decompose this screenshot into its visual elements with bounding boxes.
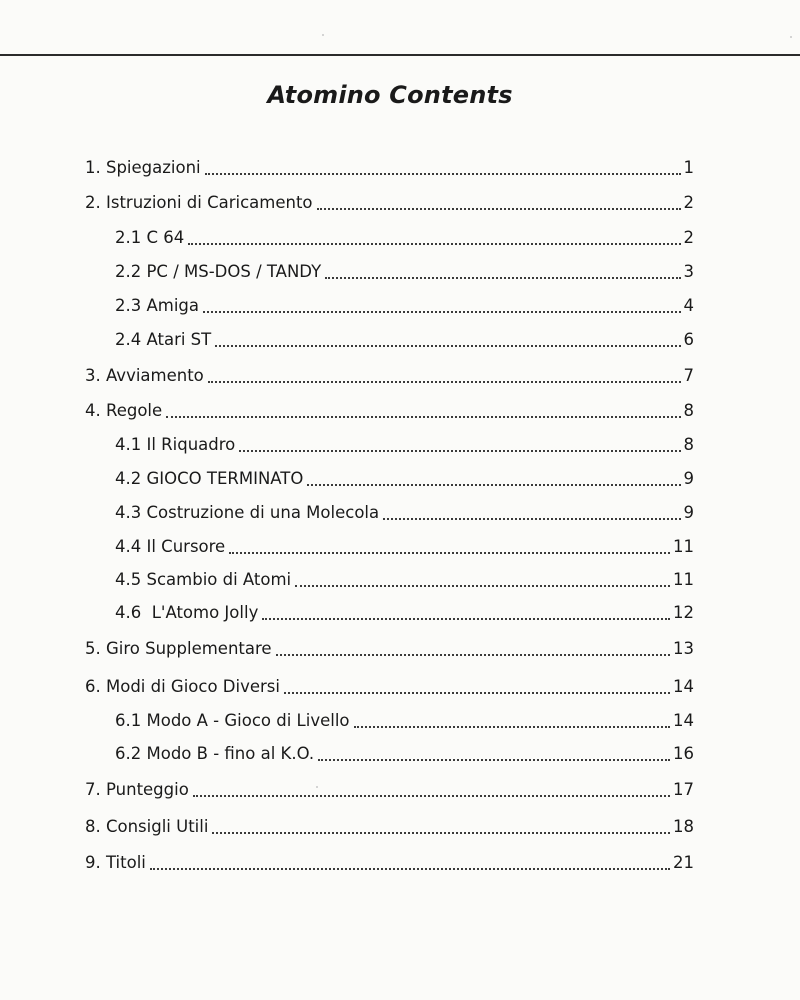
- toc-entry-page: 14: [673, 677, 694, 696]
- toc-entry-4[interactable]: [85, 396, 694, 426]
- toc-entry-page: 9: [683, 503, 694, 522]
- dot-leader: [229, 532, 672, 562]
- toc-entry-4-3[interactable]: [115, 498, 694, 528]
- toc-entry-3[interactable]: [85, 361, 694, 391]
- toc-entry-page: 3: [683, 262, 694, 281]
- toc-entry-page: 13: [673, 639, 694, 658]
- paper-speck: [322, 34, 324, 36]
- toc-entry-label: 4.1 Il Riquadro: [115, 435, 236, 454]
- toc-entry-label: 2.2 PC / MS-DOS / TANDY: [115, 262, 322, 281]
- dot-leader: [239, 430, 682, 460]
- toc-entry-4-5[interactable]: [115, 565, 694, 595]
- toc-entry-label: 7. Punteggio: [85, 780, 189, 799]
- toc-entry-label: 2.1 C 64: [115, 228, 185, 247]
- toc-entry-page: 21: [673, 853, 694, 872]
- toc-entry-6-1[interactable]: [115, 706, 694, 736]
- dot-leader: [325, 257, 682, 287]
- toc-entry-page: 18: [673, 817, 694, 836]
- dot-leader: [383, 498, 682, 528]
- toc-entry-page: 1: [683, 158, 694, 177]
- toc-entry-label: 4.3 Costruzione di una Molecola: [115, 503, 380, 522]
- dot-leader: [205, 153, 683, 183]
- toc-entry-page: 6: [683, 330, 694, 349]
- toc-entry-label: 4.5 Scambio di Atomi: [115, 570, 292, 589]
- toc-entry-2-4[interactable]: [115, 325, 694, 355]
- dot-leader: [262, 598, 672, 628]
- toc-entry-label: 4. Regole: [85, 401, 163, 420]
- toc-entry-5[interactable]: [85, 634, 694, 664]
- toc-entry-6[interactable]: [85, 672, 694, 702]
- paper-speck: [790, 36, 792, 38]
- header-rule: [0, 54, 800, 56]
- dot-leader: [150, 848, 672, 878]
- toc-entry-4-1[interactable]: [115, 430, 694, 460]
- toc-entry-label: 6.2 Modo B - fino al K.O.: [115, 744, 315, 763]
- toc-entry-page: 9: [683, 469, 694, 488]
- toc-entry-label: 8. Consigli Utili: [85, 817, 209, 836]
- dot-leader: [166, 396, 682, 426]
- dot-leader: [317, 188, 683, 218]
- toc-entry-page: 7: [683, 366, 694, 385]
- dot-leader: [215, 325, 682, 355]
- toc-entry-label: 9. Titoli: [85, 853, 146, 872]
- toc-entry-2-3[interactable]: [115, 291, 694, 321]
- dot-leader: [193, 775, 672, 805]
- toc-entry-page: 8: [683, 401, 694, 420]
- toc-entry-page: 11: [673, 570, 694, 589]
- toc-entry-6-2[interactable]: [115, 739, 694, 769]
- toc-entry-label: 2.4 Atari ST: [115, 330, 212, 349]
- toc-entry-page: 17: [673, 780, 694, 799]
- toc-entry-8[interactable]: [85, 812, 694, 842]
- toc-entry-page: 16: [673, 744, 694, 763]
- toc-entry-2-2[interactable]: [115, 257, 694, 287]
- page-title: Atomino Contents: [267, 81, 513, 109]
- toc-entry-7[interactable]: [85, 775, 694, 805]
- dot-leader: [284, 672, 672, 702]
- dot-leader: [212, 812, 672, 842]
- dot-leader: [276, 634, 672, 664]
- toc-entry-label: 4.6 L'Atomo Jolly: [115, 603, 259, 622]
- dot-leader: [203, 291, 682, 321]
- toc-entry-page: 2: [683, 193, 694, 212]
- dot-leader: [188, 223, 682, 253]
- toc-entry-label: 3. Avviamento: [85, 366, 204, 385]
- dot-leader: [208, 361, 683, 391]
- toc-entry-label: 5. Giro Supplementare: [85, 639, 272, 658]
- toc-entry-page: 12: [673, 603, 694, 622]
- toc-entry-page: 11: [673, 537, 694, 556]
- toc-entry-4-2[interactable]: [115, 464, 694, 494]
- toc-entry-4-6[interactable]: [115, 598, 694, 628]
- toc-entry-label: 4.2 GIOCO TERMINATO: [115, 469, 304, 488]
- toc-entry-label: 4.4 Il Cursore: [115, 537, 226, 556]
- dot-leader: [318, 739, 672, 769]
- dot-leader: [354, 706, 673, 736]
- dot-leader: [307, 464, 682, 494]
- toc-entry-label: 1. Spiegazioni: [85, 158, 201, 177]
- toc-entry-4-4[interactable]: [115, 532, 694, 562]
- toc-entry-label: 6. Modi di Gioco Diversi: [85, 677, 280, 696]
- toc-entry-label: 2.3 Amiga: [115, 296, 200, 315]
- toc-entry-page: 4: [683, 296, 694, 315]
- dot-leader: [295, 565, 672, 595]
- toc-entry-2-1[interactable]: [115, 223, 694, 253]
- toc-entry-9[interactable]: [85, 848, 694, 878]
- toc-entry-page: 8: [683, 435, 694, 454]
- toc-entry-1[interactable]: [85, 153, 694, 183]
- toc-entry-2[interactable]: [85, 188, 694, 218]
- toc-entry-page: 2: [683, 228, 694, 247]
- toc-entry-page: 14: [673, 711, 694, 730]
- toc-entry-label: 6.1 Modo A - Gioco di Livello: [115, 711, 350, 730]
- toc-entry-label: 2. Istruzioni di Caricamento: [85, 193, 313, 212]
